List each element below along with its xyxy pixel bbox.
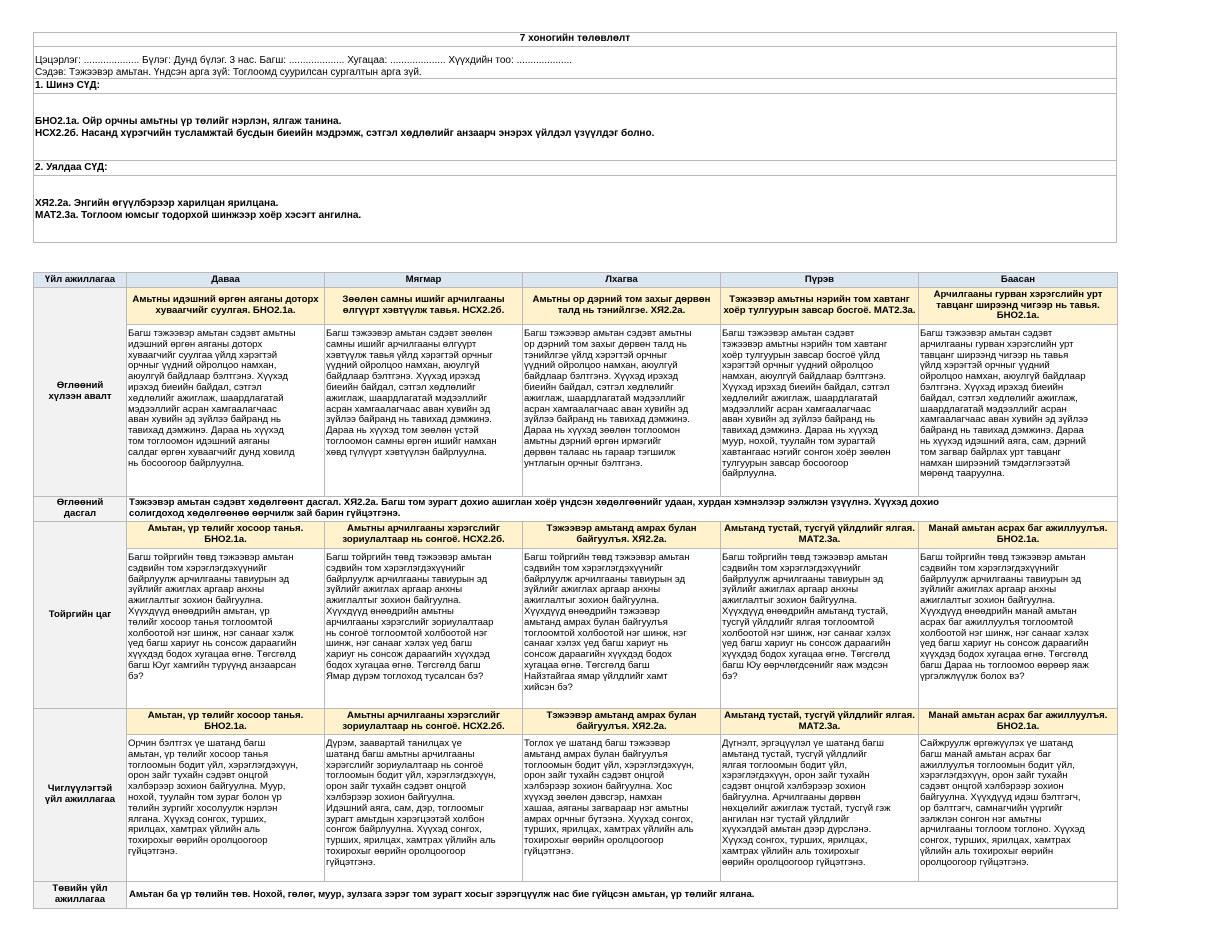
description-cell [721,549,919,709]
description-line: зурагт амьтдын хэрэгцээтэй холбон [326,813,485,825]
description-line: амьтанд тустай, тусгүй үйлдлийг [722,748,868,760]
col-header-tuesday: Мягмар [325,273,523,288]
topic-cell: Амьтан, үр төлийг хосоор танья. БНО2.1а. [127,709,325,735]
description-line: байрлуулж арчилгааны тавиурын эд [920,573,1082,585]
description-line: зүйлийг ажиглах аргаар анхны [722,584,859,596]
description-line: орон зайг тухайн сэдэвт онцгой [524,770,665,782]
description-line: салдаг өргөн хуваагчийг дунд ховилд [128,446,295,458]
description-line: үүдний ойролцоо намхан, аюулгүй [326,360,480,372]
weekly-plan-table [33,272,1118,909]
description-line: үед багш хариуг нь сонсож дараагийн [920,638,1089,650]
description-line: ялгана. Хүүхэд сонгох, турших, [128,813,267,825]
description-cell [523,735,721,882]
description-line: ажиллуулъя тоглоомын бодит үйл, [920,759,1075,771]
description-line: байрлуулж арчилгааны тавиурын эд [326,573,488,585]
topic-cell: Амьтан, үр төлийг хосоор танья. БНО2.1а. [127,522,325,549]
description-line: дөрвөн талаас нь гараар тэгшилж [524,446,676,458]
description-line: тоглоомон самны өргөн ишийг намхан [326,435,497,447]
topic-cell: Тэжээвэр амьтны нэрийн том хавтанг хоёр тулгуурын завсар босгоё. МАТ2.3а. [721,288,919,325]
description-line: байрлуулж арчилгааны тавиурын эд [722,573,884,585]
description-line: хугацаа өгнө. Төгсгөлд багш [524,659,650,671]
description-line: асран хамгаалагчаас аван хувийн эд [524,403,689,415]
description-line: ойролцоо намхан, аюулгүй байдлаар [920,371,1086,383]
col-header-wednesday: Лхагва [523,273,721,288]
description-line: Хүүхдүүд өнөөдрийн амьтан, үр [128,605,270,617]
description-line: оролцоогоор гүйцэтгэнэ. [920,856,1029,868]
description-line: ажиглаж, шаардлагатай мэдээллийг [326,392,488,404]
description-line: тавцанг ширээнд чигээр нь тавья [920,349,1069,361]
description-line: асрах баг ажиллуулъя тоглоомтой [920,616,1074,628]
description-line: хариуг нь сонсож дараагийн хүүхдэд [326,649,490,661]
description-cell [919,735,1118,882]
description-line: Дараа нь хүүхэд зөөлөн тоглоомон [524,425,681,437]
description-line: идэшний өргөн аяганы доторх [128,338,263,350]
description-cell [721,325,919,497]
description-line: сэдэвт онцгой хэлбэрээр зохион [722,781,866,793]
description-line: аван хувийн эд зүйлээ байранд нь [722,414,876,426]
description-line: ээлжлэн сонгон нэг амьтны [920,813,1042,825]
description-line: арчилгааны хэрэгслийг зориулалтаар [326,616,494,628]
description-line: гүйцэтгэнэ. [128,845,178,857]
description-line: зүйлийг ажиглах аргаар анхны [524,584,661,596]
description-line: Багш тойргийн төвд тэжээвэр амьтан [920,552,1086,563]
description-line: хэвтүүлж тавья үйлд хэрэгтэй орчныг [326,349,493,361]
topic-cell: Арчилгааны гурван хэрэгслийн урт тавцанг ширээнд чигээр нь тавья. БНО2.1а. [919,288,1118,325]
description-line: Багш тойргийн төвд тэжээвэр амьтан [326,552,492,563]
center-activity-text: Амьтан ба үр төлийн төв. Нохой, гөлөг, муур, зулзага зэрэг том зурагт хосыг зэрэгцүүлж нас бие гүйцсэн амьтан, үр төлийг ялгана. [127,882,1118,909]
description-line: нь сонгоё тоглоомтой холбоотой нэг [326,627,488,639]
description-line: Багш тойргийн төвд тэжээвэр амьтан [524,552,690,563]
description-line: шаардлагатай мэдээллийг асран [920,403,1067,415]
description-line: байрлуулж арчилгааны тавиурын эд [128,573,290,585]
description-line: тэнийлгэе үйлд хэрэгтэй орчныг [524,349,668,361]
description-line: хавтангаас нэгийг сонгон хоёр зөөлөн [722,446,891,458]
description-line: холбоотой нэг шинж, нэг санааг хэлэх [722,627,891,639]
description-cell [127,549,325,709]
description-line: багш манай амьтан асрах баг [920,748,1052,760]
section2-goal-2: МАТ2.3а. Тоглоом юмсыг тодорхой шинжээр хоёр хэсэгт ангилна. [35,209,362,221]
general-info [34,47,1117,79]
description-line: үйлд хэрэгтэй орчныг үүдний [920,360,1050,372]
description-line: зүйлээ байранд нь тавихад дэмжинэ. [524,414,690,426]
description-line: унтлагын орчныг бэлтгэнэ. [524,457,643,469]
description-line: хэлбэрээр зохион байгуулна. Хос [524,781,673,793]
description-line: тохирохыг өөрийн оролцоогоор [524,835,664,847]
description-line: Хүүхдүүд өнөөдрийн амьтны [326,605,454,617]
description-line: үйлийн аль тохирохыг өөрийн [920,845,1054,857]
morning-desc-row [34,325,1118,497]
description-line: мэдээллийг асран хамгаалагчаас [128,403,277,415]
row-label-exercise: Өглөөний дасгал [34,497,127,522]
description-line: хэрэглэгдэхүүн, орон зайг тухайн [920,770,1068,782]
description-line: биеийн байдал, сэтгэл хөдлөлийг [326,381,476,393]
description-line: зүйлээ байранд нь тавихад дэмжинэ. [326,414,492,426]
description-line: хийсэн бэ? [524,681,573,693]
description-line: сэдвийн том хэрэглэгдэхүүнийг [128,562,268,574]
description-line: амьтан, үр төлийг хосоор танья [128,748,269,760]
description-line: амьтны дэрний өргөн ирмэгийг [524,435,662,447]
description-line: зүйлийг ажиглах аргаар анхны [128,584,265,596]
description-cell [919,549,1118,709]
description-line: хөдлөлийг ажиглаж, шаардлагатай [128,392,284,404]
guided-desc-row [34,735,1118,882]
description-line: тохирохыг өөрийн оролцоогоор [326,845,466,857]
description-line: зүйлийг ажиглах аргаар анхны [920,584,1057,596]
circle-topic-row [34,522,1118,549]
description-line: мэдээллийг асран хамгаалагчаас [722,403,871,415]
description-line: том тоглоомон идэшний аяганы [128,435,270,447]
description-line: гүйцэтгэнэ. [524,845,574,857]
topic-cell: Тэжээвэр амьтанд амрах булан байгуулъя. ХЯ2.2а. [523,522,721,549]
col-header-monday: Даваа [127,273,325,288]
row-label-center: Төвийн үйл ажиллагаа [34,882,127,909]
description-line: үед багш хариуг нь сонсож дараагийн [722,638,891,650]
description-line: Багш тэжээвэр амьтан сэдэвт зөөлөн [326,328,493,339]
description-line: арчилгааны тоглоом тоглоно. Хүүхэд [920,824,1085,836]
description-line: хүүхдэд бодох хугацаа өгнө. Төгсгөлд [128,649,296,661]
description-line: тавихад дэмжинэ. Дараа нь хүүхэд [722,425,878,437]
description-line: мөрөнд тааруулна. [920,468,1005,480]
description-line: үргэлжлүүлж болох вэ? [920,670,1025,682]
description-line: тэжээвэр амьтны нэрийн том хавтанг [722,338,888,350]
description-line: санааг хэлэх үед багш хариуг нь [524,638,669,650]
description-line: Хүүхэд сонгох, турших, ярилцах, [722,835,868,847]
description-line: хүүхдэд бодох хугацаа өгнө. Төгсгөлд [920,649,1088,661]
section1-goal-1: БНО2.1а. Ойр орчны амьтны үр төлийг нэрлэн, ялгаж танина. [35,116,342,127]
description-line: бэлтгэнэ. Хүүхэд ирэхэд биеийн [920,381,1064,393]
topic-cell: Амьтны ор дэрний том захыг дөрвөн талд нь тэнийлгэе. ХЯ2.2а. [523,288,721,325]
description-line: Сайжруулж өргөжүүлэх үе шатанд [920,738,1073,749]
col-header-thursday: Пүрэв [721,273,919,288]
description-cell [127,325,325,497]
row-label-guided: Чиглүүлэгтэй үйл ажиллагаа [34,709,127,882]
description-line: төлийг хосоор танья тоглоомтой [128,616,273,628]
description-line: Найзтайгаа ямар үйлдлийг хамт [524,670,668,682]
description-line: нь босоогоор байрлуулна. [128,457,245,469]
description-line: үед багш хариуг нь сонсож дараагийн [128,638,297,650]
page-title: 7 хоногийн төлөвлөлт [34,33,1117,47]
description-line: орон зайг тухайн сэдэвт онцгой [326,781,467,793]
description-line: амьтанд амрах булан байгуулъя [524,616,668,628]
description-line: сэдвийн том хэрэглэгдэхүүнийг [524,562,664,574]
description-line: үүдний ойролцоо намхан, аюулгүй [524,360,678,372]
description-line: бэ? [128,670,144,682]
description-line: Багш тойргийн төвд тэжээвэр амьтан [128,552,294,563]
description-line: тусгүй үйлдлийг ялгая тоглоомтой [722,616,875,628]
topic-cell: Манай амьтан асрах баг ажиллуулъя. БНО2.1а. [919,522,1118,549]
description-line: арчилгааны гурван хэрэгслийн урт [920,338,1074,350]
description-line: ангилан нэг тустай үйлдлийг [722,813,850,825]
description-line: сэдвийн том хэрэглэгдэхүүнийг [326,562,466,574]
description-cell [721,735,919,882]
description-line: хэрэглэгдэхүүн, орон зайг тухайн [722,770,870,782]
description-line: орчныг үүдний ойролцоо намхан, [128,360,277,372]
description-line: хэлбэрээр зохион байгуулна. [326,791,456,803]
description-cell [523,325,721,497]
description-line: хоёр тулгуурын завсар босгоё үйлд [722,349,880,361]
description-line: тоглоомын бодит үйл, хэрэглэгдэхүүн, [326,770,497,782]
description-line: Тоглох үе шатанд багш тэжээвэр [524,738,671,749]
description-line: бэ? [722,670,738,682]
header-row [34,273,1118,288]
exercise-text: Тэжээвэр амьтан сэдэвт хөдөлгөөнт дасгал. ХЯ2.2а. Багш том зурагт дохио ашиглан хоёр үндсэн хөдөлгөөнийг удаан, хурдан хэмнэлээр ээлжлэн үзүүлнэ. Хүүхэд дохио солигдоход хөдөлгөөнөө өөрчилж зай барин гүйцэтгэнэ. [127,497,1118,522]
topic-cell: Манай амьтан асрах баг ажиллуулъя. БНО2.1а. [919,709,1118,735]
section2-goal-1: ХЯ2.2а. Энгийн өгүүлбэрээр харилцан ярилцана. [35,198,279,209]
description-line: хөвд гүлүүрт хэвтүүлэн байрлуулна. [326,446,487,458]
description-line: асран хамгаалагчаас аван хувийн эд [326,403,491,415]
description-line: шатанд багш амьтны арчилгааны [326,748,475,760]
description-line: тоглоомын бодит үйл, хэрэглэгдэхүүн, [524,759,695,771]
description-cell [325,735,523,882]
description-line: ор бэлтгэгч, самнагчийн үүргийг [920,802,1063,814]
description-line: хэрэгтэй орчныг үүдний ойролцоо [722,360,874,372]
description-line: Багш тэжээвэр амьтан сэдэвт амьтны [128,328,296,339]
description-line: Дүрэм, заавартай танилцах үе [326,738,462,749]
description-line: биеийн байдал, сэтгэл хөдлөлийг [524,381,674,393]
description-line: нохой, туулайн том зураг болон үр [128,791,282,803]
description-line: ажиглалтыг зохион байгуулна. [524,595,660,607]
description-line: Багш тэжээвэр амьтан сэдэвт амьтны [524,328,692,339]
description-line: хүүхэлдэй амьтан дээр дүрслэнэ. [722,824,872,836]
description-line: ор дэрний том захыг дөрвөн талд нь [524,338,687,350]
description-line: өөрийн оролцоогоор гүйцэтгэнэ. [722,856,866,868]
description-line: гүйцэтгэнэ. [326,856,376,868]
description-line: байдлаар бэлтгэнэ. Хүүхэд ирэхэд [326,371,481,383]
description-line: хамгаалагчаас аван хувийн эд зүйлээ [920,414,1089,426]
description-cell [325,325,523,497]
description-line: тохирохыг өөрийн оролцоогоор [128,835,268,847]
description-line: аюулгүй байдлаар бэлтгэнэ. Хүүхэд [128,371,288,383]
description-line: Хүүхдүүд өнөөдрийн тэжээвэр [524,605,660,617]
description-line: байдал, сэтгэл хөдлөлийг ажиглаж, [920,392,1078,404]
description-line: хэрэгслийг зориулалтаар нь сонгоё [326,759,484,771]
description-line: тоглоомын бодит үйл, хэрэглэгдэхүүн, [128,759,299,771]
description-line: багш Дараа нь тоглоомоо өөрөөр яаж [920,659,1089,671]
info-line-1: Цэцэрлэг: .................... Бүлэг: Дунд бүлэг. 3 нас. Багш: .................... Хугацаа: .................... Хүүхдийн тоо: .................... [35,55,573,66]
description-cell [523,549,721,709]
section1-goal-2: НСХ2.2б. Насанд хүрэгчийн тусламжтай бусдын биеийн мэдрэмж, сэтгэл хөдлөлийг анзаарч энэрэх үйлдэл үзүүлдэг болно. [35,127,655,139]
description-line: зүйлийг ажиглах аргаар анхны [326,584,463,596]
description-line: намхан, аюулгүй байдлаар бэлтгэнэ. [722,371,887,383]
description-line: хуваагчийг суулгаа үйлд хэрэгтэй [128,349,278,361]
description-line: Дүгнэлт, эргэцүүлэл үе шатанд багш [722,738,884,749]
description-line: хүүхдэд бодох хугацаа өгнө. Төгсгөлд [722,649,890,661]
description-line: Багш тэжээвэр амьтан сэдэвт [920,328,1053,339]
description-cell [325,549,523,709]
description-line: амрах орчныг бүтээнэ. Хүүхэд сонгох, [524,813,694,825]
description-line: байранд нь тавихад дэмжинэ. Дараа [920,425,1084,437]
description-line: орон зайг тухайн сэдэвт онцгой [128,770,269,782]
description-line: холбоотой нэг шинж, нэг санааг хэлэх [920,627,1089,639]
guided-topic-row [34,709,1118,735]
description-line: байрлуулна. [722,468,777,480]
description-line: Идэшний аяга, сам, дэр, тоглоомыг [326,802,484,814]
description-cell [127,735,325,882]
description-line: аван хувийн эд зүйлээ байранд нь [128,414,282,426]
exercise-row [34,497,1118,522]
description-line: төлийн зургийг хосолуулж нэрлэн [128,802,278,814]
section2-title: 2. Уялдаа СҮД: [34,161,1117,176]
description-line: Багш тэжээвэр амьтан сэдэвт [722,328,855,339]
description-line: ярилцах, хамтрах үйлийн аль [128,824,260,836]
description-line: Хүүхдүүд өнөөдрийн манай амьтан [920,605,1077,617]
topic-cell: Амьтанд тустай, тусгүй үйлдлийг ялгая. МАТ2.3а. [721,709,919,735]
col-header-friday: Баасан [919,273,1118,288]
description-line: холбоотой нэг шинж, нэг санааг хэлж [128,627,294,639]
row-label-circle: Тойргийн цаг [34,522,127,709]
description-cell [919,325,1118,497]
center-activity-row [34,882,1118,909]
description-line: ажиглалтыг зохион байгуулна. [326,595,462,607]
topic-cell: Зөөлөн самны ишийг арчилгааны өлгүүрт хэвтүүлж тавья. НСХ2.2б. [325,288,523,325]
description-line: байрлуулж арчилгааны тавиурын эд [524,573,686,585]
topic-cell: Амьтны идэшний өргөн аяганы доторх хуваагчийг суулгая. БНО2.1а. [127,288,325,325]
description-line: Дараа нь хүүхэд том зөөлөн үстэй [326,425,479,437]
description-line: байгуулна. Арчилгааны дөрвөн [722,791,861,803]
description-line: Ямар дүрэм тоглоход тусалсан бэ? [326,670,484,682]
description-line: хамтрах үйлийн аль тохирохыг [722,845,860,857]
description-line: турших, ярилцах, хамтрах үйлийн аль [524,824,694,836]
description-line: Орчин бэлтгэх үе шатанд багш [128,738,266,749]
description-line: ажиглалтыг зохион байгуулна. [128,595,264,607]
description-line: Хүүхэд ирэхэд биеийн байдал, сэтгэл [722,381,890,393]
description-line: хөдлөлийг ажиглаж, шаардлагатай [722,392,878,404]
topic-cell: Амьтанд тустай, тусгүй үйлдлийг ялгая. МАТ2.3а. [721,522,919,549]
description-line: хэлбэрээр зохион байгуулна. Муур, [128,781,286,793]
description-line: сэдэвт онцгой хэлбэрээр зохион [920,781,1064,793]
topic-cell: Амьтны арчилгааны хэрэгслийг зориулалтаар нь сонгоё. НСХ2.2б. [325,709,523,735]
description-line: сэдвийн том хэрэглэгдэхүүнийг [920,562,1060,574]
description-line: хүүхэд зөөлөн дэвсгэр, намхан [524,791,663,803]
description-line: хашаа, аяганы загвараар нэг амьтны [524,802,689,814]
plan-header-table [33,32,1117,243]
description-line: ажиглалтыг зохион байгуулна. [722,595,858,607]
topic-cell: Амьтны арчилгааны хэрэгслийг зориулалтаар нь сонгоё. НСХ2.2б. [325,522,523,549]
description-line: ирэхэд биеийн байдал, сэтгэл [128,381,262,393]
description-line: сонгож байрлуулна. Хүүхэд сонгох, [326,824,482,836]
description-line: турших, ярилцах, хамтрах үйлийн аль [326,835,496,847]
description-line: сэдвийн том хэрэглэгдэхүүнийг [722,562,862,574]
section2-body [34,176,1117,243]
section1-title: 1. Шинэ СҮД: [34,79,1117,94]
description-line: муур, нохой, туулайн том зурагтай [722,435,876,447]
description-line: тоглоомтой холбоотой нэг шинж, нэг [524,627,687,639]
info-line-2: Сэдэв: Тэжээвэр амьтан. Үндсэн арга зүй: Тоглоомд суурилсан сургалтын арга зүй. [35,66,422,78]
description-line: самны ишийг арчилгааны өлгүүрт [326,338,477,350]
description-line: тулгуурын завсар босоогоор [722,457,849,469]
description-line: ажиглаж, шаардлагатай мэдээллийг [524,392,686,404]
col-header-activity: Үйл ажиллагаа [34,273,127,288]
morning-topic-row [34,288,1118,325]
description-line: багш Юуг хамгийн түрүүнд анзаарсан [128,659,297,671]
description-line: нөхцөлийг ажиглаж тустай, тусгүй гэж [722,802,891,814]
description-line: сонгох, турших, ярилцах, хамтрах [920,835,1071,847]
circle-desc-row [34,549,1118,709]
description-line: ялгая тоглоомын бодит үйл, [722,759,848,771]
description-line: амьтанд амрах булан байгуулъя [524,748,668,760]
description-line: байгуулна. Хүүхдүүд идэш бэлтгэгч, [920,791,1081,803]
description-line: Багш тойргийн төвд тэжээвэр амьтан [722,552,888,563]
description-line: шинж, нэг санааг хэлэх үед багш [326,638,473,650]
description-line: багш Юу өөрчлөгдсөнийг яаж мэдсэн [722,659,888,671]
row-label-morning: Өглөөний хүлээн авалт [34,288,127,497]
topic-cell: Тэжээвэр амьтанд амрах булан байгуулъя. ХЯ2.2а. [523,709,721,735]
description-line: тавихад дэмжинэ. Дараа нь хүүхэд [128,425,284,437]
description-line: намхан ширээний тэмдэглэгээтэй [920,457,1071,469]
section1-body [34,94,1117,161]
description-line: ажиглалтыг зохион байгуулна. [920,595,1056,607]
description-line: сонсож дараагийн хүүхдэд бодох [524,649,672,661]
description-line: том загвар байрлах урт тавцанг [920,446,1062,458]
description-line: байдлаар бэлтгэнэ. Хүүхэд ирэхэд [524,371,679,383]
description-line: нь хүүхэд идэшний аяга, сам, дэрний [920,435,1086,447]
description-line: Хүүхдүүд өнөөдрийн амьтанд тустай, [722,605,889,617]
description-line: бодох хугацаа өгнө. Төгсгөлд багш [326,659,481,671]
